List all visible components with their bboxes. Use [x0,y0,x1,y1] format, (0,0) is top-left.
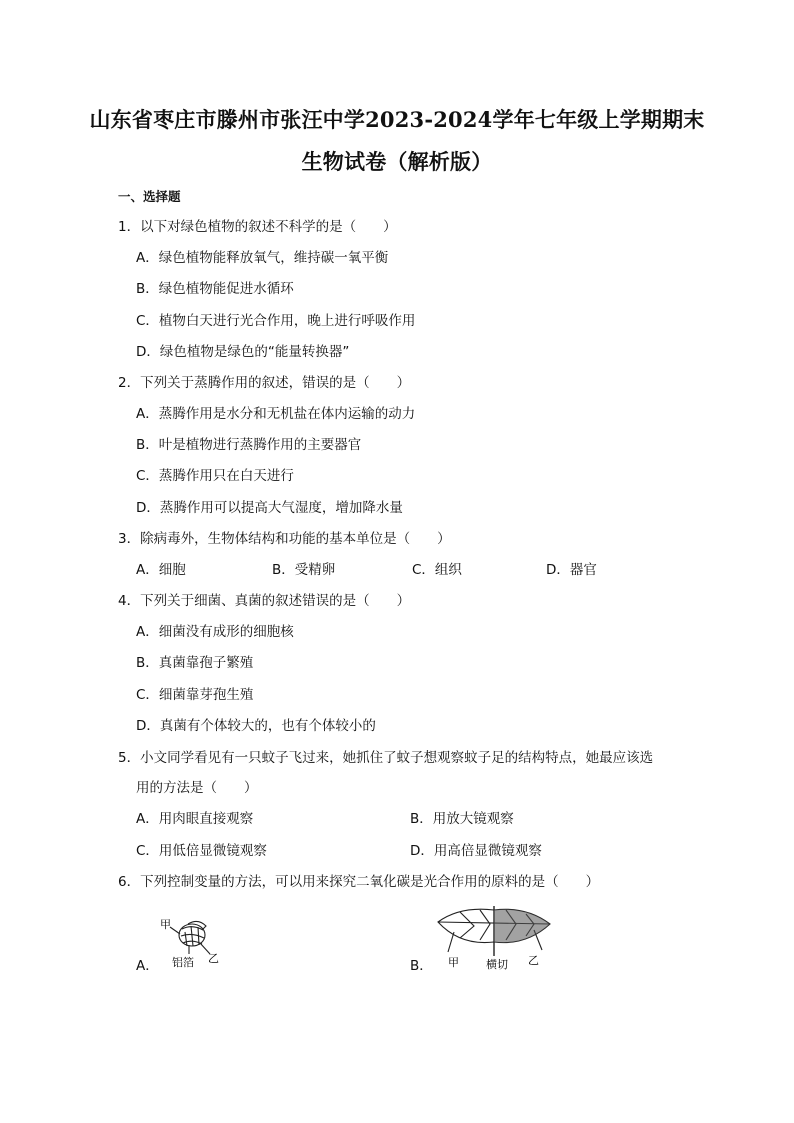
figure-a-label-yi: 乙 [208,952,219,965]
figure-a-label-jia: 甲 [160,918,171,931]
figure-a-label-foil: 铝箔 [172,956,194,969]
question-3-stem: 3．除病毒外，生物体结构和功能的基本单位是（ ） [118,531,451,547]
question-2-option-c: C．蒸腾作用只在白天进行 [136,468,294,484]
question-6-option-b: B． [410,958,433,974]
figure-b-label-jia: 甲 [448,956,459,969]
page-title-line1: 山东省枣庄市滕州市张汪中学2023-2024学年七年级上学期期末 [89,107,705,132]
question-4-option-d: D．真菌有个体较大的，也有个体较小的 [136,718,376,734]
question-1-option-c: C．植物白天进行光合作用，晚上进行呼吸作用 [136,313,416,329]
question-5-stem-line2: 用的方法是（ ） [136,780,258,796]
question-2-option-b: B．叶是植物进行蒸腾作用的主要器官 [136,437,362,453]
figure-a-leaf-foil-illustration [158,912,228,972]
figure-b-label-cut: 横切 [486,958,508,971]
question-4-option-c: C．细菌靠芽孢生殖 [136,687,254,703]
question-3-option-a: A．细胞 [136,562,186,578]
question-3-option-b: B．受精卵 [272,562,336,578]
question-4-option-a: A．细菌没有成形的细胞核 [136,624,294,640]
question-2-option-a: A．蒸腾作用是水分和无机盐在体内运输的动力 [136,406,416,422]
leaf-icon [170,921,210,954]
question-5-option-c: C．用低倍显微镜观察 [136,843,267,859]
question-1-option-b: B．绿色植物能促进水循环 [136,281,294,297]
question-3-option-d: D．器官 [546,562,597,578]
question-3-option-c: C．组织 [412,562,462,578]
question-1-stem: 1．以下对绿色植物的叙述不科学的是（ ） [118,219,397,235]
section-heading: 一、选择题 [118,189,181,204]
question-4-option-b: B．真菌靠孢子繁殖 [136,655,254,671]
question-1-option-d: D．绿色植物是绿色的“能量转换器” [136,344,350,360]
question-1-option-a: A．绿色植物能释放氧气，维持碳一氧平衡 [136,250,389,266]
figure-b-label-yi: 乙 [528,954,539,967]
question-5-option-b: B．用放大镜观察 [410,811,514,827]
question-5-option-d: D．用高倍显微镜观察 [410,843,542,859]
question-6-option-a: A． [136,958,159,974]
question-2-stem: 2．下列关于蒸腾作用的叙述，错误的是（ ） [118,375,411,391]
question-4-stem: 4．下列关于细菌、真菌的叙述错误的是（ ） [118,593,411,609]
question-2-option-d: D．蒸腾作用可以提高大气湿度，增加降水量 [136,500,403,516]
question-6-stem: 6．下列控制变量的方法，可以用来探究二氧化碳是光合作用的原料的是（ ） [118,874,600,890]
question-5-stem-line1: 5．小文同学看见有一只蚊子飞过来，她抓住了蚊子想观察蚊子足的结构特点，她最应该选 [118,750,654,766]
leaf-shaded-half [494,909,550,942]
figure-b-cut-leaf-illustration [430,902,560,974]
page-title-line2: 生物试卷（解析版） [301,149,493,174]
question-5-option-a: A．用肉眼直接观察 [136,811,254,827]
